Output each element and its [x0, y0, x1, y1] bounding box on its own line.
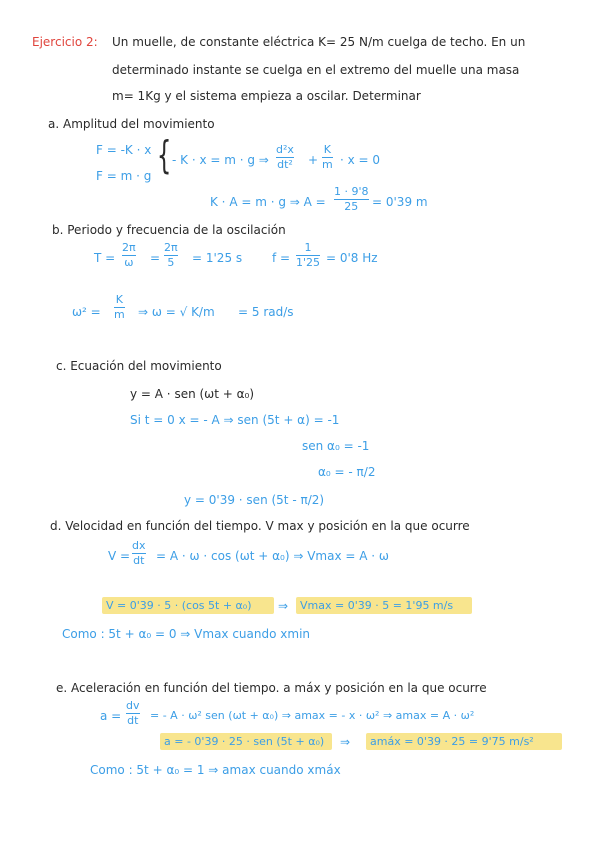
- b-omega-result: = 5 rad/s: [238, 305, 294, 319]
- c-eq-alpha: α₀ = - π/2: [318, 465, 376, 479]
- a-fraction-amplitude: 1 · 9'8 25: [334, 185, 369, 213]
- section-d-title: d. Velocidad en función del tiempo. V max y posición en la que ocurre: [50, 519, 470, 533]
- d-velocity-expression: V = 0'39 · 5 · (cos 5t + α₀): [106, 599, 252, 612]
- c-eq-motion: y = A · sen (ωt + α₀): [130, 387, 255, 401]
- b-frequency-result: = 0'8 Hz: [326, 251, 378, 265]
- b-period-result: = 1'25 s: [192, 251, 243, 265]
- d-velocity-rest: = A · ω · cos (ωt + α₀) ⇒ Vmax = A · ω: [156, 549, 389, 563]
- e-como-line: Como : 5t + α₀ = 1 ⇒ amax cuando xmáx: [90, 763, 341, 777]
- a-fraction-d2x: d²x dt²: [276, 143, 294, 171]
- b-period-lhs: T =: [94, 251, 116, 265]
- e-amax-result: amáx = 0'39 · 25 = 9'75 m/s²: [370, 735, 534, 748]
- statement-line-3: m= 1Kg y el sistema empieza a oscilar. Determinar: [112, 89, 421, 103]
- exercise-label: Ejercicio 2:: [32, 35, 98, 49]
- a-fraction-k-m: K m: [322, 143, 333, 171]
- b-equals: =: [150, 251, 161, 265]
- a-eq-balance: - K · x = m · g ⇒: [172, 153, 269, 167]
- d-velocity-lhs: V =: [108, 549, 131, 563]
- a-amplitude-result: = 0'39 m: [372, 195, 428, 209]
- e-fraction-dv-dt: dv dt: [126, 699, 140, 727]
- section-c-title: c. Ecuación del movimiento: [56, 359, 222, 373]
- statement-line-2: determinado instante se cuelga en el extremo del muelle una masa: [112, 63, 520, 77]
- d-arrow: ⇒: [278, 599, 289, 613]
- b-fraction-2pi-5: 2π 5: [164, 241, 178, 269]
- d-fraction-dx-dt: dx dt: [132, 539, 146, 567]
- section-a-title: a. Amplitud del movimiento: [48, 117, 215, 131]
- d-como-line: Como : 5t + α₀ = 0 ⇒ Vmax cuando xmin: [62, 627, 311, 641]
- c-eq-final: y = 0'39 · sen (5t - π/2): [184, 493, 325, 507]
- brace-icon: {: [156, 133, 172, 177]
- statement-line-1: Un muelle, de constante eléctrica K= 25 N/m cuelga de techo. En un: [112, 35, 526, 49]
- b-fraction-k-m: K m: [114, 293, 125, 321]
- b-omega-lhs: ω² =: [72, 305, 101, 319]
- a-eq-amplitude: K · A = m · g ⇒ A =: [210, 195, 326, 209]
- b-omega-mid: ⇒ ω = √ K/m: [138, 305, 215, 319]
- a-eq-tail: · x = 0: [340, 153, 381, 167]
- b-frequency-lhs: f =: [272, 251, 291, 265]
- e-accel-rest: = - A · ω² sen (ωt + α₀) ⇒ amax = - x · ω² ⇒ amax = A · ω²: [150, 709, 475, 722]
- b-fraction-2pi-w: 2π ω: [122, 241, 136, 269]
- section-e-title: e. Aceleración en función del tiempo. a máx y posición en la que ocurre: [56, 681, 487, 695]
- c-eq-initial: Si t = 0 x = - A ⇒ sen (5t + α) = -1: [130, 413, 340, 427]
- a-eq-force-weight: F = m · g: [96, 169, 152, 183]
- b-fraction-frequency: 1 1'25: [296, 241, 321, 269]
- c-eq-sen-alpha: sen α₀ = -1: [302, 439, 370, 453]
- e-accel-expression: a = - 0'39 · 25 · sen (5t + α₀): [164, 735, 325, 748]
- section-b-title: b. Periodo y frecuencia de la oscilación: [52, 223, 286, 237]
- a-plus-sign: +: [308, 153, 319, 167]
- e-arrow: ⇒: [340, 735, 351, 749]
- e-accel-lhs: a =: [100, 709, 122, 723]
- d-vmax-result: Vmax = 0'39 · 5 = 1'95 m/s: [300, 599, 454, 612]
- a-eq-force-spring: F = -K · x: [96, 143, 152, 157]
